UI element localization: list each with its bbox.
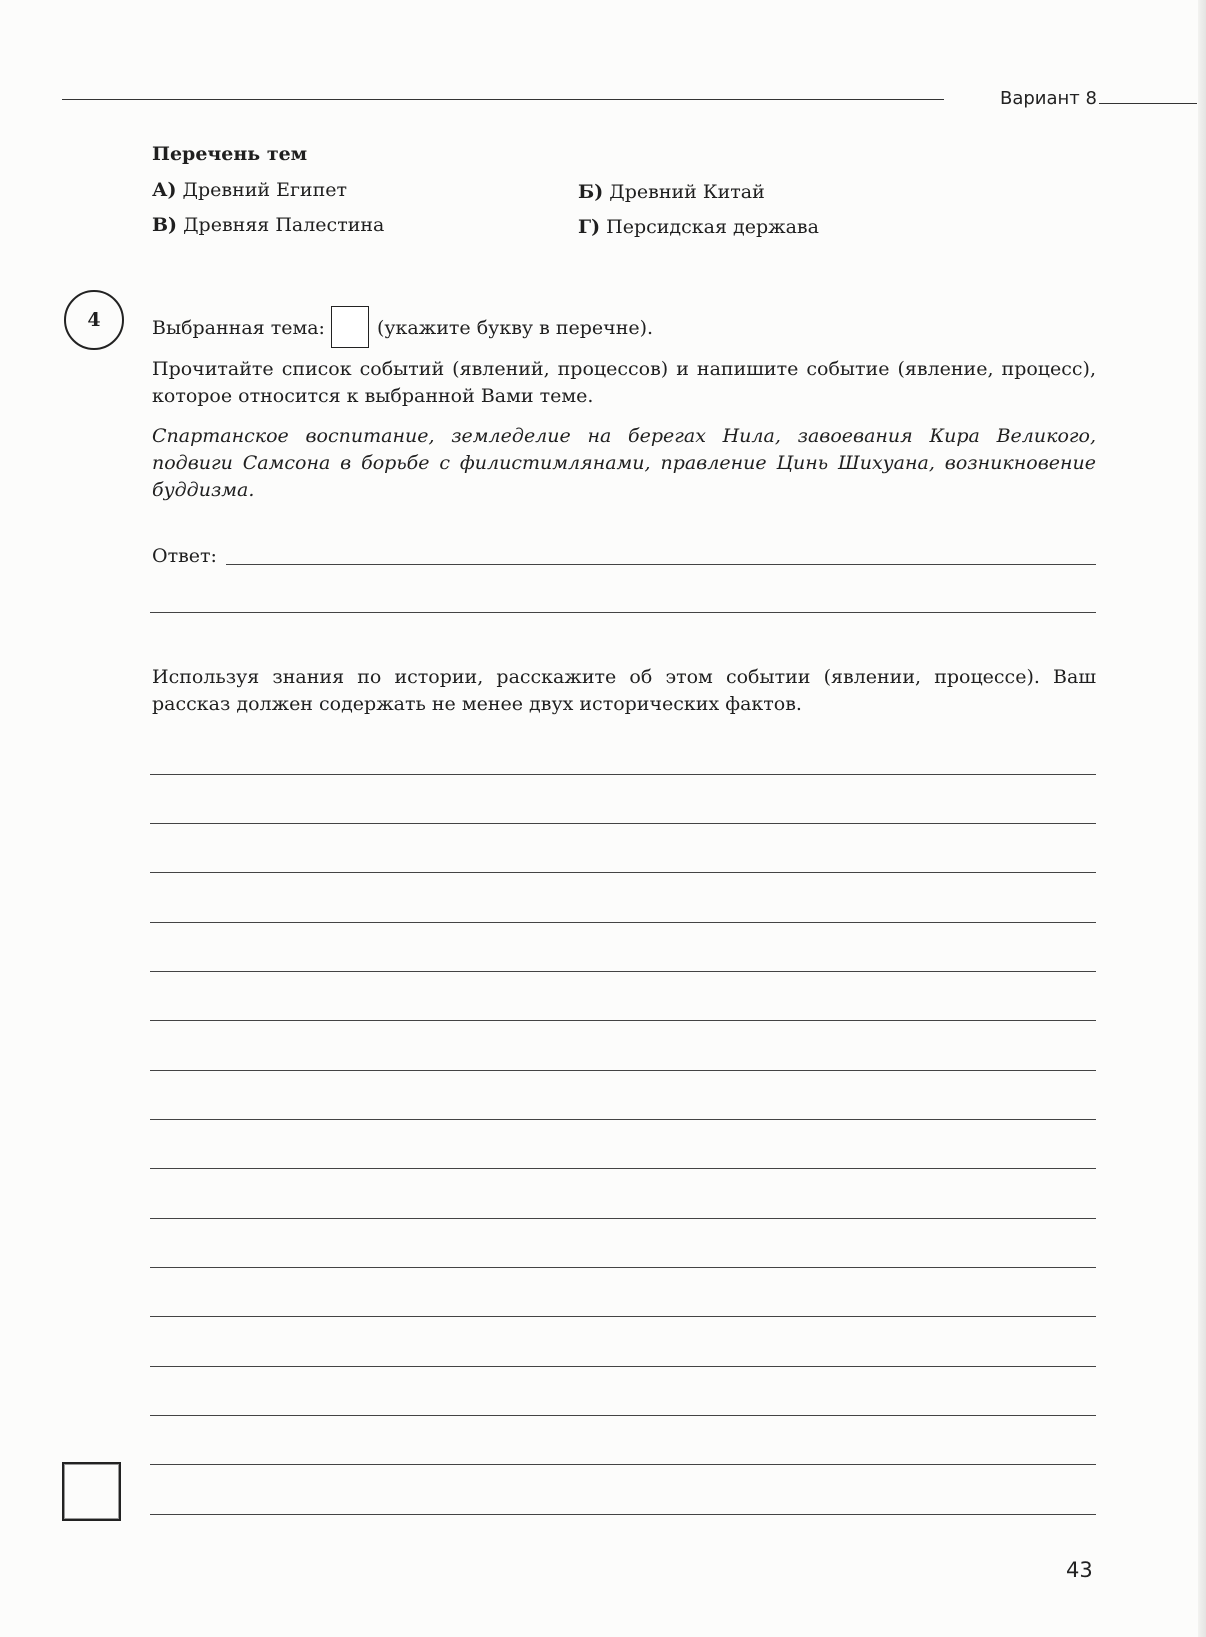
story-line[interactable] [150, 1514, 1096, 1515]
story-prompt: Используя знания по истории, расскажите об этом событии (явлении, процессе). Ваш рассказ должен содержать не менее двух исторических фактов. [152, 666, 1096, 715]
topic-letter: Г) [578, 216, 601, 238]
task-number: 4 [64, 290, 124, 350]
topic-item-g [578, 216, 819, 238]
topic-label: Персидская держава [606, 216, 819, 238]
topic-letter-box[interactable] [331, 306, 369, 348]
topic-item-a [152, 179, 347, 201]
story-line[interactable] [150, 1168, 1096, 1169]
events-list: Спартанское воспитание, земледелие на берегах Нила, завоевания Кира Великого, подвиги Самсона в борьбе с филистимлянами, правление Цинь Шихуана, возникновение буддизма. [152, 425, 1096, 501]
story-line[interactable] [150, 922, 1096, 923]
topics-title: Перечень тем [152, 143, 308, 165]
story-line[interactable] [150, 872, 1096, 873]
story-line[interactable] [150, 1119, 1096, 1120]
topic-item-b [578, 181, 765, 203]
answer-label: Ответ: [152, 545, 217, 567]
page-number: 43 [1066, 1558, 1093, 1582]
chosen-topic-hint: (укажите букву в перечне). [376, 317, 654, 339]
answer-line[interactable] [150, 612, 1096, 613]
chosen-topic-line [152, 306, 653, 348]
topic-label: Древняя Палестина [183, 214, 385, 236]
topic-letter: В) [152, 214, 178, 236]
topic-letter: А) [152, 179, 177, 201]
story-line[interactable] [150, 1415, 1096, 1416]
story-line[interactable] [150, 1366, 1096, 1367]
story-line[interactable] [150, 774, 1096, 775]
story-line[interactable] [150, 1464, 1096, 1465]
topic-item-v [152, 214, 384, 236]
topic-letter: Б) [578, 181, 604, 203]
story-line[interactable] [150, 1070, 1096, 1071]
header-rule-right [1099, 103, 1197, 104]
chosen-topic-label: Выбранная тема: [152, 317, 325, 339]
story-line[interactable] [150, 1020, 1096, 1021]
answer-line[interactable] [226, 564, 1096, 565]
story-line[interactable] [150, 1267, 1096, 1268]
story-line[interactable] [150, 1316, 1096, 1317]
topic-label: Древний Китай [609, 181, 765, 203]
story-line[interactable] [150, 1218, 1096, 1219]
topic-label: Древний Египет [182, 179, 348, 201]
header-rule [62, 99, 944, 100]
story-line[interactable] [150, 823, 1096, 824]
story-line[interactable] [150, 971, 1096, 972]
task-instruction: Прочитайте список событий (явлений, процессов) и напишите событие (явление, процесс), которое относится к выбранной Вами теме. [152, 358, 1096, 407]
page-edge [1198, 0, 1206, 1637]
variant-label: Вариант 8 [1000, 88, 1097, 109]
score-box[interactable] [62, 1462, 121, 1521]
